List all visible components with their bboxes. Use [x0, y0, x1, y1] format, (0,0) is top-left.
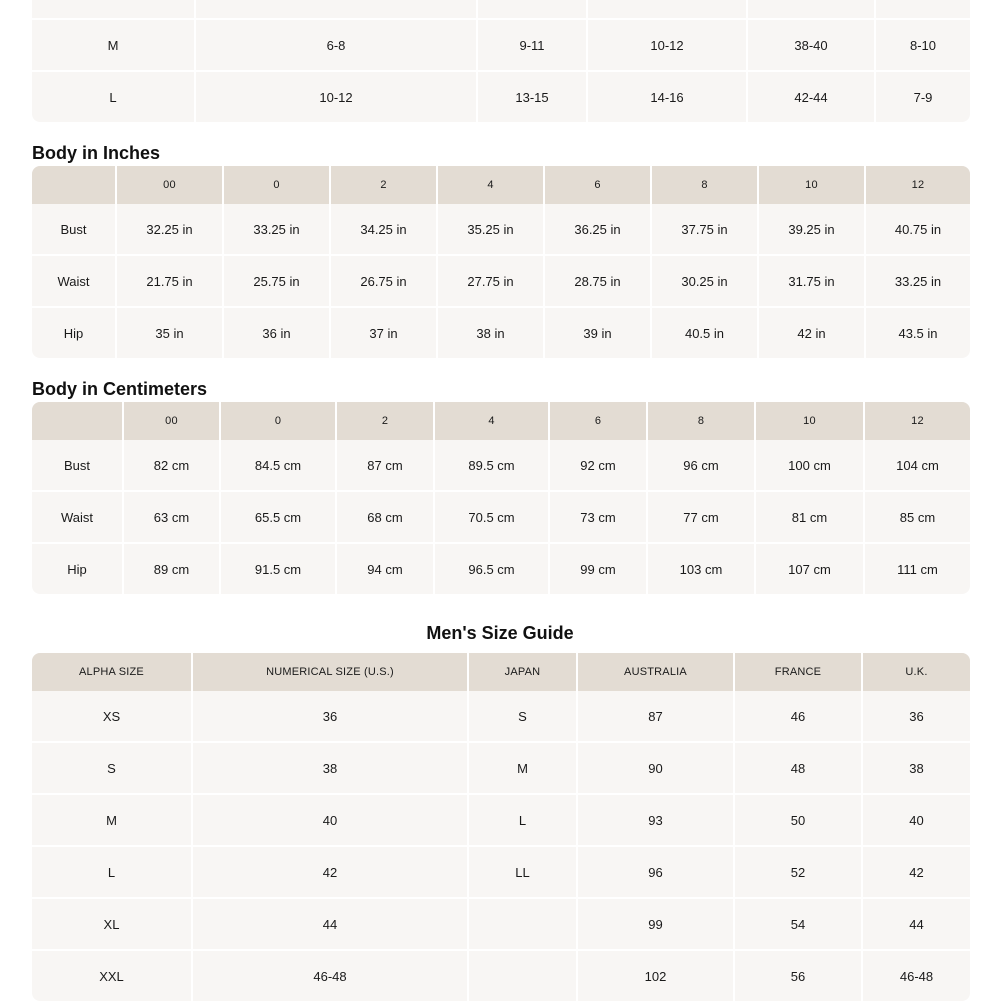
mens-table-row	[32, 691, 970, 743]
womens-table-cell: 42-44	[748, 72, 876, 122]
mens-table-cell: 52	[735, 847, 863, 899]
inches-header-cell: 0	[224, 166, 331, 204]
cm-table-cell: 87 cm	[337, 440, 435, 492]
womens-row-label: M	[32, 20, 196, 72]
mens-table	[32, 653, 970, 1001]
cm-section-title: Body in Centimeters	[32, 379, 208, 399]
inches-table-cell: 31.75 in	[759, 256, 866, 308]
cm-header-cell: 4	[435, 402, 550, 440]
mens-row-label: XS	[32, 691, 193, 743]
cm-table-cell: 70.5 cm	[435, 492, 550, 544]
womens-table-cell: 8-10	[876, 20, 970, 72]
inches-table-cell: 35.25 in	[438, 204, 545, 256]
inches-row-label: Bust	[32, 204, 117, 256]
womens-table-cell: 9-11	[478, 20, 588, 72]
mens-table-cell: 87	[578, 691, 735, 743]
cm-table	[32, 402, 970, 594]
cm-table-cell: 96 cm	[648, 440, 756, 492]
inches-table-cell: 40.5 in	[652, 308, 759, 358]
mens-table-cell: L	[469, 795, 578, 847]
womens-table-cell: 10-12	[588, 20, 748, 72]
cm-table-cell: 84.5 cm	[221, 440, 337, 492]
womens-table-cell	[748, 0, 876, 20]
inches-header-cell: 8	[652, 166, 759, 204]
mens-row-label: XL	[32, 899, 193, 951]
mens-table-cell	[469, 899, 578, 951]
mens-table-row	[32, 847, 970, 899]
cm-table-row	[32, 544, 970, 594]
mens-row-label: M	[32, 795, 193, 847]
inches-table-row	[32, 308, 970, 358]
cm-table-cell: 100 cm	[756, 440, 865, 492]
cm-header-cell: 2	[337, 402, 435, 440]
inches-table-cell: 30.25 in	[652, 256, 759, 308]
inches-header-cell: 10	[759, 166, 866, 204]
cm-header-cell: 0	[221, 402, 337, 440]
cm-table-cell: 96.5 cm	[435, 544, 550, 594]
inches-table-cell: 36 in	[224, 308, 331, 358]
inches-table-cell: 28.75 in	[545, 256, 652, 308]
cm-table-cell: 63 cm	[124, 492, 221, 544]
cm-header-cell	[32, 402, 124, 440]
mens-table-cell	[469, 951, 578, 1001]
inches-table-cell: 33.25 in	[224, 204, 331, 256]
mens-table-cell: 42	[863, 847, 970, 899]
inches-table-cell: 27.75 in	[438, 256, 545, 308]
womens-row-label: L	[32, 72, 196, 122]
inches-row-label: Waist	[32, 256, 117, 308]
inches-table-cell: 37.75 in	[652, 204, 759, 256]
cm-table-cell: 107 cm	[756, 544, 865, 594]
cm-table-cell: 85 cm	[865, 492, 970, 544]
cm-table-row	[32, 492, 970, 544]
mens-row-label: L	[32, 847, 193, 899]
inches-table-row	[32, 204, 970, 256]
cm-header-cell: 10	[756, 402, 865, 440]
inches-row-label: Hip	[32, 308, 117, 358]
inches-table-cell: 32.25 in	[117, 204, 224, 256]
cm-header-cell: 6	[550, 402, 648, 440]
inches-table-cell: 36.25 in	[545, 204, 652, 256]
inches-table-cell: 34.25 in	[331, 204, 438, 256]
cm-table-cell: 68 cm	[337, 492, 435, 544]
cm-header-cell: 00	[124, 402, 221, 440]
mens-table-cell: 40	[863, 795, 970, 847]
inches-table-cell: 38 in	[438, 308, 545, 358]
mens-table-cell: M	[469, 743, 578, 795]
inches-header-cell: 6	[545, 166, 652, 204]
mens-table-cell: 46-48	[193, 951, 469, 1001]
cm-table-cell: 82 cm	[124, 440, 221, 492]
inches-table	[32, 166, 970, 358]
mens-table-cell: 56	[735, 951, 863, 1001]
inches-header-cell: 12	[866, 166, 970, 204]
inches-header-cell: 00	[117, 166, 224, 204]
mens-table-cell: 40	[193, 795, 469, 847]
mens-table-cell: 54	[735, 899, 863, 951]
womens-row-label	[32, 0, 196, 20]
mens-table-row	[32, 899, 970, 951]
cm-table-cell: 89 cm	[124, 544, 221, 594]
womens-table-cell	[196, 0, 478, 20]
inches-table-cell: 40.75 in	[866, 204, 970, 256]
mens-table-cell: S	[469, 691, 578, 743]
inches-table-cell: 35 in	[117, 308, 224, 358]
womens-table-cell	[876, 0, 970, 20]
inches-header-cell	[32, 166, 117, 204]
cm-row-label: Bust	[32, 440, 124, 492]
inches-table-row	[32, 256, 970, 308]
mens-table-cell: 99	[578, 899, 735, 951]
mens-table-cell: 44	[863, 899, 970, 951]
mens-header-cell: ALPHA SIZE	[32, 653, 193, 691]
womens-size-table	[32, 0, 970, 122]
womens-table-row	[32, 72, 970, 122]
cm-table-cell: 99 cm	[550, 544, 648, 594]
inches-table-cell: 25.75 in	[224, 256, 331, 308]
mens-section-title: Men's Size Guide	[426, 623, 574, 643]
womens-table-cell: 6-8	[196, 20, 478, 72]
inches-table-cell: 42 in	[759, 308, 866, 358]
womens-table-cell: 14-16	[588, 72, 748, 122]
mens-table-cell: 46	[735, 691, 863, 743]
cm-table-cell: 103 cm	[648, 544, 756, 594]
mens-table-cell: 36	[193, 691, 469, 743]
womens-table-cell	[588, 0, 748, 20]
inches-table-cell: 43.5 in	[898, 325, 938, 341]
mens-table-cell: 48	[735, 743, 863, 795]
mens-table-cell: 50	[735, 795, 863, 847]
inches-header-cell: 4	[438, 166, 545, 204]
inches-header-cell: 2	[331, 166, 438, 204]
mens-table-cell: 96	[578, 847, 735, 899]
inches-table-cell: 26.75 in	[331, 256, 438, 308]
womens-table-row	[32, 0, 970, 20]
cm-table-cell: 92 cm	[550, 440, 648, 492]
womens-table-cell: 7-9	[913, 89, 933, 105]
inches-table-cell: 21.75 in	[117, 256, 224, 308]
mens-header-cell: NUMERICAL SIZE (U.S.)	[193, 653, 469, 691]
cm-table-cell: 104 cm	[865, 440, 970, 492]
cm-header-cell: 12	[865, 402, 970, 440]
cm-table-cell: 94 cm	[337, 544, 435, 594]
mens-table-cell: 102	[578, 951, 735, 1001]
cm-table-cell: 91.5 cm	[221, 544, 337, 594]
inches-table-cell: 39 in	[545, 308, 652, 358]
mens-table-cell: 38	[193, 743, 469, 795]
womens-table-row	[32, 20, 970, 72]
mens-table-cell: 90	[578, 743, 735, 795]
inches-table-cell: 33.25 in	[866, 256, 970, 308]
womens-table-cell: 13-15	[478, 72, 588, 122]
mens-table-cell: 38	[863, 743, 970, 795]
womens-table-cell: 10-12	[196, 72, 478, 122]
mens-row-label: S	[32, 743, 193, 795]
mens-table-cell: 93	[578, 795, 735, 847]
cm-table-cell: 65.5 cm	[221, 492, 337, 544]
mens-header-cell: JAPAN	[469, 653, 578, 691]
mens-table-cell: LL	[469, 847, 578, 899]
cm-table-cell: 81 cm	[756, 492, 865, 544]
mens-table-row	[32, 951, 970, 1001]
cm-header-cell: 8	[648, 402, 756, 440]
womens-table-cell	[478, 0, 588, 20]
mens-table-cell: 42	[193, 847, 469, 899]
mens-header-cell: U.K.	[863, 653, 970, 691]
mens-table-row	[32, 743, 970, 795]
inches-table-cell: 39.25 in	[759, 204, 866, 256]
womens-table-cell: 38-40	[748, 20, 876, 72]
inches-table-cell: 37 in	[331, 308, 438, 358]
cm-row-label: Waist	[32, 492, 124, 544]
cm-table-cell: 73 cm	[550, 492, 648, 544]
cm-row-label: Hip	[32, 544, 124, 594]
cm-table-row	[32, 440, 970, 492]
cm-table-cell: 89.5 cm	[435, 440, 550, 492]
mens-header-cell: FRANCE	[735, 653, 863, 691]
mens-table-cell: 36	[863, 691, 970, 743]
mens-table-cell: 44	[193, 899, 469, 951]
cm-table-cell: 111 cm	[897, 561, 938, 577]
mens-table-cell: 46-48	[899, 968, 934, 984]
inches-section-title: Body in Inches	[32, 143, 161, 163]
mens-row-label: XXL	[32, 951, 193, 1001]
mens-header-cell: AUSTRALIA	[578, 653, 735, 691]
mens-table-row	[32, 795, 970, 847]
cm-table-cell: 77 cm	[648, 492, 756, 544]
